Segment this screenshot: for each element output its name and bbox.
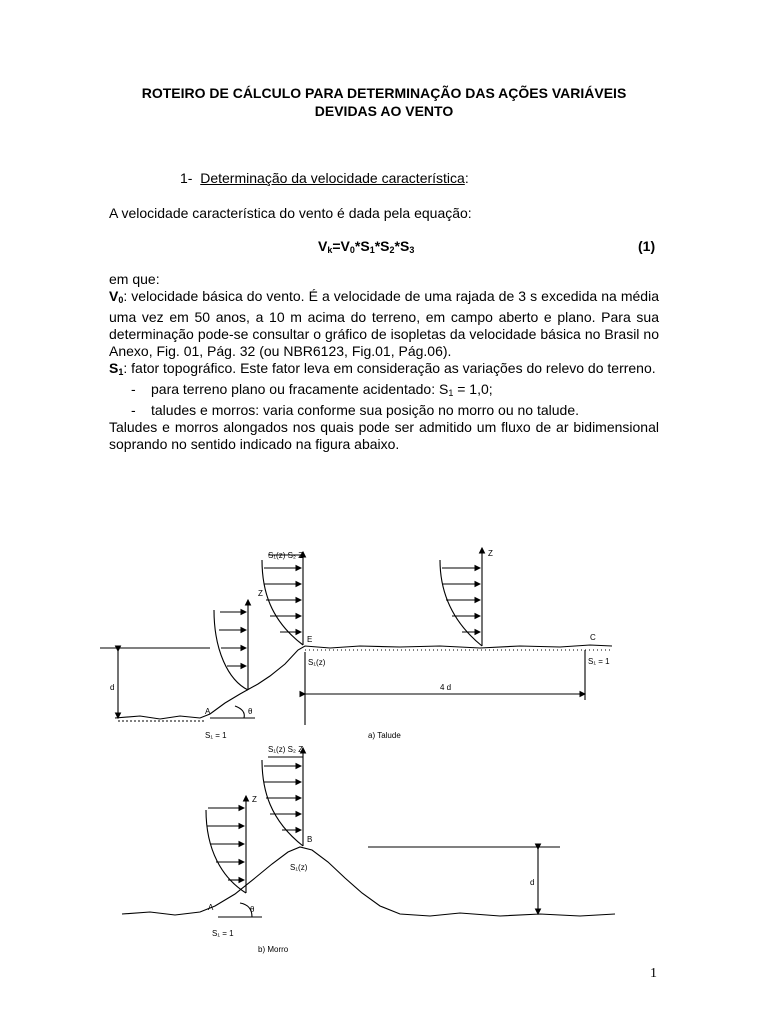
s1-text: : fator topográfico. Este fator leva em consideração as variações do relevo do terreno. <box>123 360 656 376</box>
fig-a-label-4d: 4 d <box>440 683 452 692</box>
eq-sub2: 2 <box>389 245 395 255</box>
bullet-text: para terreno plano ou fracamente acidentado: S <box>151 381 449 397</box>
fig-a-label-z3: Z <box>488 549 493 558</box>
closing-paragraph: Taludes e morros alongados nos quais pode ser admitido um fluxo de ar bidimensional soprando no sentido indicado na figura abaixo. <box>109 419 659 452</box>
fig-b-label-top: S₁(z) S₂ Z <box>268 745 304 754</box>
fig-a-label-d: d <box>110 683 115 692</box>
eq-v: V <box>318 238 328 254</box>
v0-text: : velocidade básica do vento. É a velocidade de uma rajada de 3 s excedida na média uma vez em 50 anos, a 10 m acima do terreno, em campo aberto e plano. Para sua determinação pode-se consultar o gráfico de isopletas da velocidade básica no Brasil no Anexo, Fig. 01, Pág. 32 (ou NBR6123, Fig.01, Pág.06). <box>109 288 659 359</box>
eq-k: k <box>327 245 333 255</box>
fig-b-label-s1eq: S₁ = 1 <box>212 929 234 938</box>
bullet-dash: - <box>131 381 136 397</box>
bullet-sub: 1 <box>448 388 454 398</box>
eq-v0: =V <box>332 238 350 254</box>
fig-a-label-a: A <box>205 707 211 716</box>
fig-a-label-e: E <box>307 635 313 644</box>
fig-a-label-s1-right: S₁ = 1 <box>588 657 610 666</box>
fig-a-label-theta: θ <box>248 707 253 716</box>
s1-term-sub: 1 <box>118 367 124 377</box>
title-line-1: ROTEIRO DE CÁLCULO PARA DETERMINAÇÃO DAS AÇÕES VARIÁVEIS <box>141 85 627 101</box>
bullet-dash: - <box>131 402 136 418</box>
bullet-text-end: = 1,0; <box>453 381 493 397</box>
eq-s3: *S <box>394 238 410 254</box>
fig-a-label-top: S₁(z) S₂ Z <box>268 551 304 560</box>
fig-a-label-z1: Z <box>258 589 263 598</box>
fig-a-caption: a) Talude <box>368 731 401 740</box>
intro-paragraph: A velocidade característica do vento é dada pela equação: <box>109 205 472 221</box>
section-title: Determinação da velocidade característica <box>200 170 465 186</box>
fig-b-label-b: B <box>307 835 313 844</box>
v0-term: V <box>109 288 119 304</box>
eq-sub3: 3 <box>409 245 415 255</box>
fig-a-label-c: C <box>590 633 596 642</box>
title-line-2: DEVIDAS AO VENTO <box>314 103 454 119</box>
ground-profile-a <box>115 645 612 719</box>
eq-s1: *S <box>354 238 370 254</box>
fig-b-caption: b) Morro <box>258 945 289 954</box>
fig-a-label-s1z: S₁(z) <box>308 658 326 667</box>
figure-a-talude <box>100 548 612 725</box>
fig-b-label-theta: θ <box>250 905 255 914</box>
fig-a-label-s1-left: S₁ = 1 <box>205 731 227 740</box>
s1-term: S <box>109 360 119 376</box>
section-colon: : <box>464 170 469 186</box>
eq-sub1: 1 <box>369 245 375 255</box>
fig-b-label-a: A <box>208 903 214 912</box>
fig-b-label-s1z: S₁(z) <box>290 863 308 872</box>
v0-term-sub: 0 <box>118 295 124 305</box>
ground-profile-b <box>122 847 615 916</box>
equation-number: (1) <box>638 238 656 254</box>
bullet-text: taludes e morros: varia conforme sua posição no morro ou no talude. <box>151 402 580 418</box>
eq-sub0: 0 <box>349 245 355 255</box>
section-number: 1- <box>180 170 193 186</box>
page-number: 1 <box>650 966 657 981</box>
em-que-label: em que: <box>109 271 160 287</box>
figure-b-morro <box>122 748 615 917</box>
eq-s2: *S <box>374 238 390 254</box>
fig-b-label-d: d <box>530 878 535 887</box>
fig-b-label-z1: Z <box>252 795 257 804</box>
